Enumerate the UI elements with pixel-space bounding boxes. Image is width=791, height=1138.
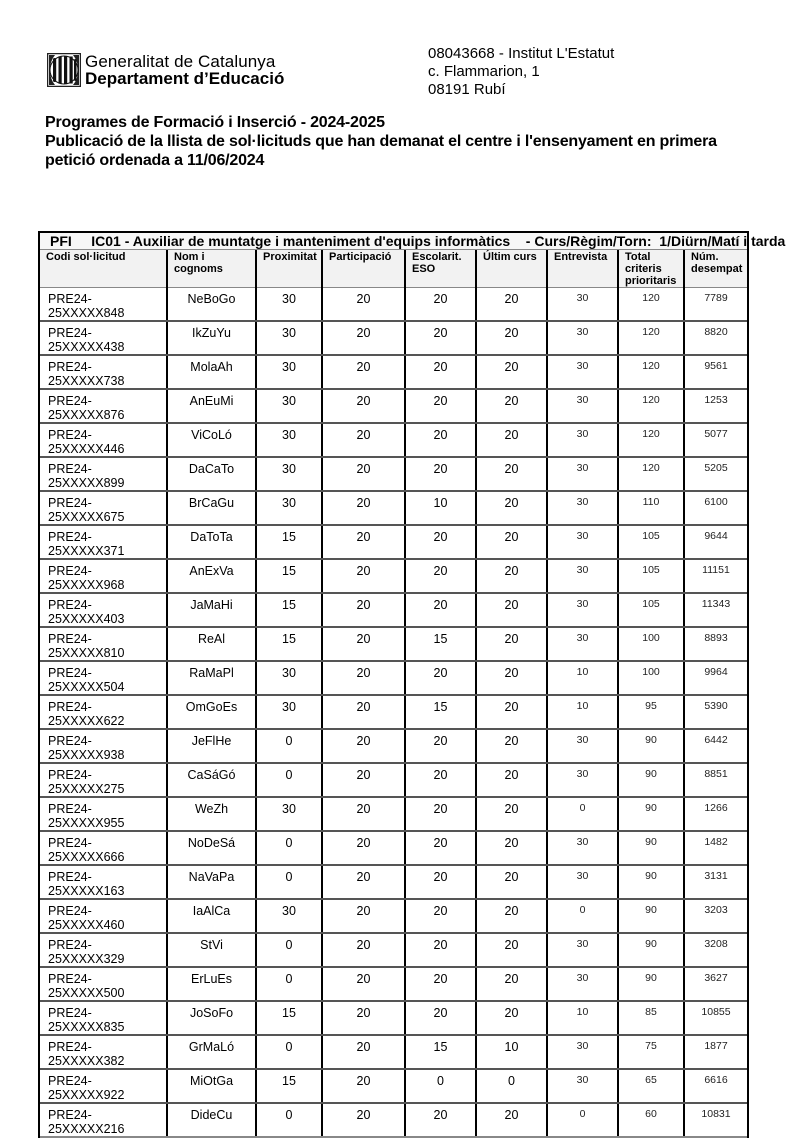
cell-interview: 30 (547, 831, 618, 865)
logo-line-department: Departament d’Educació (85, 69, 285, 88)
table-header-row (40, 250, 747, 288)
cell-code: PRE24-25XXXXX382 (40, 1035, 167, 1069)
cell-interview: 30 (547, 423, 618, 457)
generalitat-emblem-icon (47, 53, 81, 87)
cell-interview: 30 (547, 763, 618, 797)
cell-participation: 20 (322, 1001, 405, 1035)
cell-eso-schooling: 20 (405, 321, 476, 355)
cell-proximity: 30 (256, 355, 322, 389)
cell-name: ReAl (167, 627, 256, 661)
cell-code: PRE24-25XXXXX275 (40, 763, 167, 797)
cell-eso-schooling: 15 (405, 1035, 476, 1069)
cell-total: 90 (618, 967, 684, 1001)
cell-code: PRE24-25XXXXX504 (40, 661, 167, 695)
cell-proximity: 0 (256, 763, 322, 797)
cell-participation: 20 (322, 695, 405, 729)
cell-last-course: 20 (476, 423, 547, 457)
cell-code: PRE24-25XXXXX848 (40, 288, 167, 322)
cell-proximity: 15 (256, 627, 322, 661)
cell-eso-schooling: 20 (405, 355, 476, 389)
cell-tiebreak: 1253 (684, 389, 747, 423)
cell-code: PRE24-25XXXXX460 (40, 899, 167, 933)
cell-code: PRE24-25XXXXX922 (40, 1069, 167, 1103)
cell-last-course: 20 (476, 763, 547, 797)
cell-code: PRE24-25XXXXX216 (40, 1103, 167, 1137)
table-row (40, 797, 747, 831)
cell-tiebreak: 1877 (684, 1035, 747, 1069)
cell-participation: 20 (322, 321, 405, 355)
school-street: c. Flammarion, 1 (428, 63, 540, 80)
col-header-last-course: Últim curs (476, 250, 547, 288)
cell-last-course: 20 (476, 933, 547, 967)
cell-code: PRE24-25XXXXX968 (40, 559, 167, 593)
cell-name: AnExVa (167, 559, 256, 593)
table-row (40, 831, 747, 865)
applications-table (38, 231, 786, 1138)
cell-proximity: 0 (256, 831, 322, 865)
cell-interview: 30 (547, 389, 618, 423)
cell-tiebreak: 5077 (684, 423, 747, 457)
cell-eso-schooling: 20 (405, 797, 476, 831)
cell-total: 85 (618, 1001, 684, 1035)
cell-proximity: 0 (256, 1035, 322, 1069)
cell-interview: 30 (547, 627, 618, 661)
cell-total: 120 (618, 355, 684, 389)
cell-total: 100 (618, 661, 684, 695)
col-header-proximity: Proximitat (256, 250, 322, 288)
cell-tiebreak: 5205 (684, 457, 747, 491)
cell-last-course: 20 (476, 627, 547, 661)
cell-total: 120 (618, 423, 684, 457)
cell-tiebreak: 1266 (684, 797, 747, 831)
cell-total: 90 (618, 899, 684, 933)
cell-participation: 20 (322, 627, 405, 661)
cell-proximity: 15 (256, 559, 322, 593)
cell-name: GrMaLó (167, 1035, 256, 1069)
cell-participation: 20 (322, 491, 405, 525)
cell-code: PRE24-25XXXXX899 (40, 457, 167, 491)
cell-interview: 30 (547, 865, 618, 899)
cell-code: PRE24-25XXXXX938 (40, 729, 167, 763)
cell-eso-schooling: 15 (405, 695, 476, 729)
cell-last-course: 20 (476, 967, 547, 1001)
cell-participation: 20 (322, 1103, 405, 1137)
cell-tiebreak: 6442 (684, 729, 747, 763)
table-row (40, 288, 747, 322)
cell-total: 90 (618, 797, 684, 831)
cell-eso-schooling: 10 (405, 491, 476, 525)
cell-code: PRE24-25XXXXX446 (40, 423, 167, 457)
cell-total: 90 (618, 933, 684, 967)
cell-proximity: 0 (256, 865, 322, 899)
cell-name: ErLuEs (167, 967, 256, 1001)
col-header-participation: Participació (322, 250, 405, 288)
cell-eso-schooling: 0 (405, 1069, 476, 1103)
cell-tiebreak: 9644 (684, 525, 747, 559)
table-row (40, 321, 747, 355)
cell-eso-schooling: 20 (405, 288, 476, 322)
cell-participation: 20 (322, 763, 405, 797)
school-address (428, 45, 614, 99)
table-row (40, 1035, 747, 1069)
cell-participation: 20 (322, 1035, 405, 1069)
cell-last-course: 20 (476, 899, 547, 933)
cell-eso-schooling: 20 (405, 967, 476, 1001)
table-row (40, 865, 747, 899)
cell-eso-schooling: 20 (405, 389, 476, 423)
cell-proximity: 15 (256, 1001, 322, 1035)
col-header-code: Codi sol·licitud (40, 250, 167, 288)
cell-total: 90 (618, 865, 684, 899)
cell-interview: 30 (547, 967, 618, 1001)
cell-code: PRE24-25XXXXX738 (40, 355, 167, 389)
cell-tiebreak: 8851 (684, 763, 747, 797)
cell-total: 120 (618, 389, 684, 423)
school-city: 08191 Rubí (428, 81, 506, 98)
cell-name: OmGoEs (167, 695, 256, 729)
cell-participation: 20 (322, 525, 405, 559)
cell-code: PRE24-25XXXXX622 (40, 695, 167, 729)
cell-total: 105 (618, 593, 684, 627)
cell-tiebreak: 7789 (684, 288, 747, 322)
cell-eso-schooling: 20 (405, 933, 476, 967)
cell-code: PRE24-25XXXXX955 (40, 797, 167, 831)
cell-proximity: 0 (256, 967, 322, 1001)
table-row (40, 933, 747, 967)
cell-name: MiOtGa (167, 1069, 256, 1103)
cell-name: NaVaPa (167, 865, 256, 899)
title-program: Programes de Formació i Inserció - 2024-2025 (45, 114, 385, 131)
cell-name: StVi (167, 933, 256, 967)
cell-name: CaSáGó (167, 763, 256, 797)
cell-last-course: 20 (476, 695, 547, 729)
program-bar: PFI IC01 - Auxiliar de muntatge i manteniment d'equips informàtics - Curs/Règim/Torn: 1/Diürn/Matí i tarda (40, 233, 747, 250)
cell-tiebreak: 3131 (684, 865, 747, 899)
cell-interview: 10 (547, 1001, 618, 1035)
table-row (40, 593, 747, 627)
cell-interview: 30 (547, 321, 618, 355)
cell-eso-schooling: 20 (405, 729, 476, 763)
col-header-eso-schooling: Escolarit. ESO (405, 250, 476, 288)
cell-proximity: 30 (256, 661, 322, 695)
table-row (40, 457, 747, 491)
cell-name: JaMaHi (167, 593, 256, 627)
col-header-total: Total criteris prioritaris (618, 250, 684, 288)
col-header-interview: Entrevista (547, 250, 618, 288)
cell-code: PRE24-25XXXXX810 (40, 627, 167, 661)
cell-total: 90 (618, 763, 684, 797)
cell-interview: 30 (547, 491, 618, 525)
cell-participation: 20 (322, 729, 405, 763)
table-row (40, 355, 747, 389)
table-row (40, 661, 747, 695)
cell-participation: 20 (322, 423, 405, 457)
table-row (40, 423, 747, 457)
cell-last-course: 20 (476, 865, 547, 899)
cell-total: 120 (618, 457, 684, 491)
cell-name: DaCaTo (167, 457, 256, 491)
cell-interview: 10 (547, 661, 618, 695)
cell-code: PRE24-25XXXXX675 (40, 491, 167, 525)
cell-total: 95 (618, 695, 684, 729)
cell-proximity: 30 (256, 695, 322, 729)
cell-proximity: 30 (256, 321, 322, 355)
cell-total: 120 (618, 321, 684, 355)
table-row (40, 1001, 747, 1035)
cell-total: 120 (618, 288, 684, 322)
cell-eso-schooling: 20 (405, 559, 476, 593)
cell-total: 105 (618, 559, 684, 593)
table-row (40, 559, 747, 593)
cell-last-course: 20 (476, 1001, 547, 1035)
table-row (40, 389, 747, 423)
col-header-name: Nom i cognoms (167, 250, 256, 288)
cell-total: 90 (618, 729, 684, 763)
cell-proximity: 0 (256, 1103, 322, 1137)
cell-tiebreak: 11151 (684, 559, 747, 593)
table-row (40, 763, 747, 797)
cell-eso-schooling: 20 (405, 457, 476, 491)
cell-tiebreak: 9964 (684, 661, 747, 695)
cell-participation: 20 (322, 593, 405, 627)
cell-eso-schooling: 20 (405, 525, 476, 559)
cell-tiebreak: 10831 (684, 1103, 747, 1137)
cell-proximity: 15 (256, 525, 322, 559)
cell-participation: 20 (322, 933, 405, 967)
generalitat-logo (47, 53, 284, 87)
cell-eso-schooling: 20 (405, 423, 476, 457)
cell-name: IaAlCa (167, 899, 256, 933)
table-body (40, 288, 747, 1138)
cell-tiebreak: 10855 (684, 1001, 747, 1035)
table-row (40, 1103, 747, 1137)
cell-name: IkZuYu (167, 321, 256, 355)
table-row (40, 525, 747, 559)
col-header-tiebreak: Núm. desempat (684, 250, 747, 288)
cell-interview: 0 (547, 797, 618, 831)
cell-name: AnEuMi (167, 389, 256, 423)
cell-proximity: 30 (256, 457, 322, 491)
cell-total: 65 (618, 1069, 684, 1103)
cell-code: PRE24-25XXXXX835 (40, 1001, 167, 1035)
cell-proximity: 30 (256, 389, 322, 423)
table-row (40, 729, 747, 763)
cell-interview: 30 (547, 729, 618, 763)
cell-proximity: 30 (256, 288, 322, 322)
cell-interview: 30 (547, 355, 618, 389)
cell-last-course: 20 (476, 593, 547, 627)
cell-participation: 20 (322, 797, 405, 831)
cell-code: PRE24-25XXXXX500 (40, 967, 167, 1001)
cell-name: JoSoFo (167, 1001, 256, 1035)
cell-last-course: 20 (476, 321, 547, 355)
cell-proximity: 0 (256, 729, 322, 763)
cell-participation: 20 (322, 457, 405, 491)
cell-participation: 20 (322, 1069, 405, 1103)
cell-participation: 20 (322, 831, 405, 865)
cell-proximity: 30 (256, 899, 322, 933)
cell-code: PRE24-25XXXXX371 (40, 525, 167, 559)
cell-last-course: 20 (476, 288, 547, 322)
cell-last-course: 20 (476, 525, 547, 559)
cell-interview: 30 (547, 593, 618, 627)
cell-interview: 0 (547, 1103, 618, 1137)
cell-interview: 10 (547, 695, 618, 729)
cell-last-course: 20 (476, 1103, 547, 1137)
cell-eso-schooling: 20 (405, 899, 476, 933)
cell-tiebreak: 11343 (684, 593, 747, 627)
cell-total: 110 (618, 491, 684, 525)
cell-tiebreak: 8893 (684, 627, 747, 661)
cell-tiebreak: 1482 (684, 831, 747, 865)
cell-total: 105 (618, 525, 684, 559)
cell-last-course: 20 (476, 729, 547, 763)
cell-last-course: 20 (476, 389, 547, 423)
cell-participation: 20 (322, 865, 405, 899)
cell-last-course: 20 (476, 457, 547, 491)
cell-interview: 30 (547, 933, 618, 967)
cell-interview: 30 (547, 288, 618, 322)
cell-name: ViCoLó (167, 423, 256, 457)
cell-eso-schooling: 20 (405, 865, 476, 899)
title-publication: Publicació de la llista de sol·licituds que han demanat el centre i l'ensenyament en primera (45, 133, 717, 150)
cell-proximity: 30 (256, 423, 322, 457)
cell-name: RaMaPl (167, 661, 256, 695)
cell-last-course: 10 (476, 1035, 547, 1069)
cell-code: PRE24-25XXXXX876 (40, 389, 167, 423)
cell-name: NoDeSá (167, 831, 256, 865)
cell-tiebreak: 9561 (684, 355, 747, 389)
cell-name: DideCu (167, 1103, 256, 1137)
table-row (40, 899, 747, 933)
table-row (40, 695, 747, 729)
cell-participation: 20 (322, 899, 405, 933)
cell-code: PRE24-25XXXXX163 (40, 865, 167, 899)
table-row (40, 627, 747, 661)
cell-interview: 0 (547, 899, 618, 933)
cell-tiebreak: 6100 (684, 491, 747, 525)
table-row (40, 1069, 747, 1103)
cell-participation: 20 (322, 355, 405, 389)
cell-participation: 20 (322, 389, 405, 423)
cell-eso-schooling: 15 (405, 627, 476, 661)
cell-participation: 20 (322, 967, 405, 1001)
cell-tiebreak: 5390 (684, 695, 747, 729)
cell-name: WeZh (167, 797, 256, 831)
cell-tiebreak: 3203 (684, 899, 747, 933)
cell-last-course: 0 (476, 1069, 547, 1103)
cell-tiebreak: 3627 (684, 967, 747, 1001)
cell-proximity: 30 (256, 797, 322, 831)
cell-participation: 20 (322, 661, 405, 695)
table-row (40, 967, 747, 1001)
cell-tiebreak: 6616 (684, 1069, 747, 1103)
cell-name: MolaAh (167, 355, 256, 389)
cell-tiebreak: 8820 (684, 321, 747, 355)
cell-last-course: 20 (476, 355, 547, 389)
cell-last-course: 20 (476, 661, 547, 695)
cell-eso-schooling: 20 (405, 1001, 476, 1035)
cell-last-course: 20 (476, 491, 547, 525)
cell-interview: 30 (547, 457, 618, 491)
cell-total: 90 (618, 831, 684, 865)
cell-total: 100 (618, 627, 684, 661)
cell-name: DaToTa (167, 525, 256, 559)
cell-last-course: 20 (476, 797, 547, 831)
cell-name: JeFlHe (167, 729, 256, 763)
cell-interview: 30 (547, 1069, 618, 1103)
cell-eso-schooling: 20 (405, 1103, 476, 1137)
cell-tiebreak: 3208 (684, 933, 747, 967)
applications-grid (40, 250, 747, 1138)
title-date: petició ordenada a 11/06/2024 (45, 152, 265, 169)
cell-code: PRE24-25XXXXX666 (40, 831, 167, 865)
cell-interview: 30 (547, 1035, 618, 1069)
cell-last-course: 20 (476, 831, 547, 865)
cell-interview: 30 (547, 559, 618, 593)
cell-participation: 20 (322, 288, 405, 322)
cell-last-course: 20 (476, 559, 547, 593)
cell-eso-schooling: 20 (405, 763, 476, 797)
logo-line-generalitat: Generalitat de Catalunya (85, 52, 276, 71)
cell-proximity: 0 (256, 933, 322, 967)
cell-code: PRE24-25XXXXX329 (40, 933, 167, 967)
cell-total: 75 (618, 1035, 684, 1069)
cell-proximity: 15 (256, 1069, 322, 1103)
table-row (40, 491, 747, 525)
cell-name: NeBoGo (167, 288, 256, 322)
cell-proximity: 15 (256, 593, 322, 627)
cell-eso-schooling: 20 (405, 831, 476, 865)
cell-proximity: 30 (256, 491, 322, 525)
document-title (45, 113, 765, 170)
cell-code: PRE24-25XXXXX438 (40, 321, 167, 355)
cell-eso-schooling: 20 (405, 593, 476, 627)
cell-code: PRE24-25XXXXX403 (40, 593, 167, 627)
school-name: 08043668 - Institut L'Estatut (428, 45, 615, 62)
cell-total: 60 (618, 1103, 684, 1137)
cell-name: BrCaGu (167, 491, 256, 525)
cell-participation: 20 (322, 559, 405, 593)
cell-interview: 30 (547, 525, 618, 559)
cell-eso-schooling: 20 (405, 661, 476, 695)
